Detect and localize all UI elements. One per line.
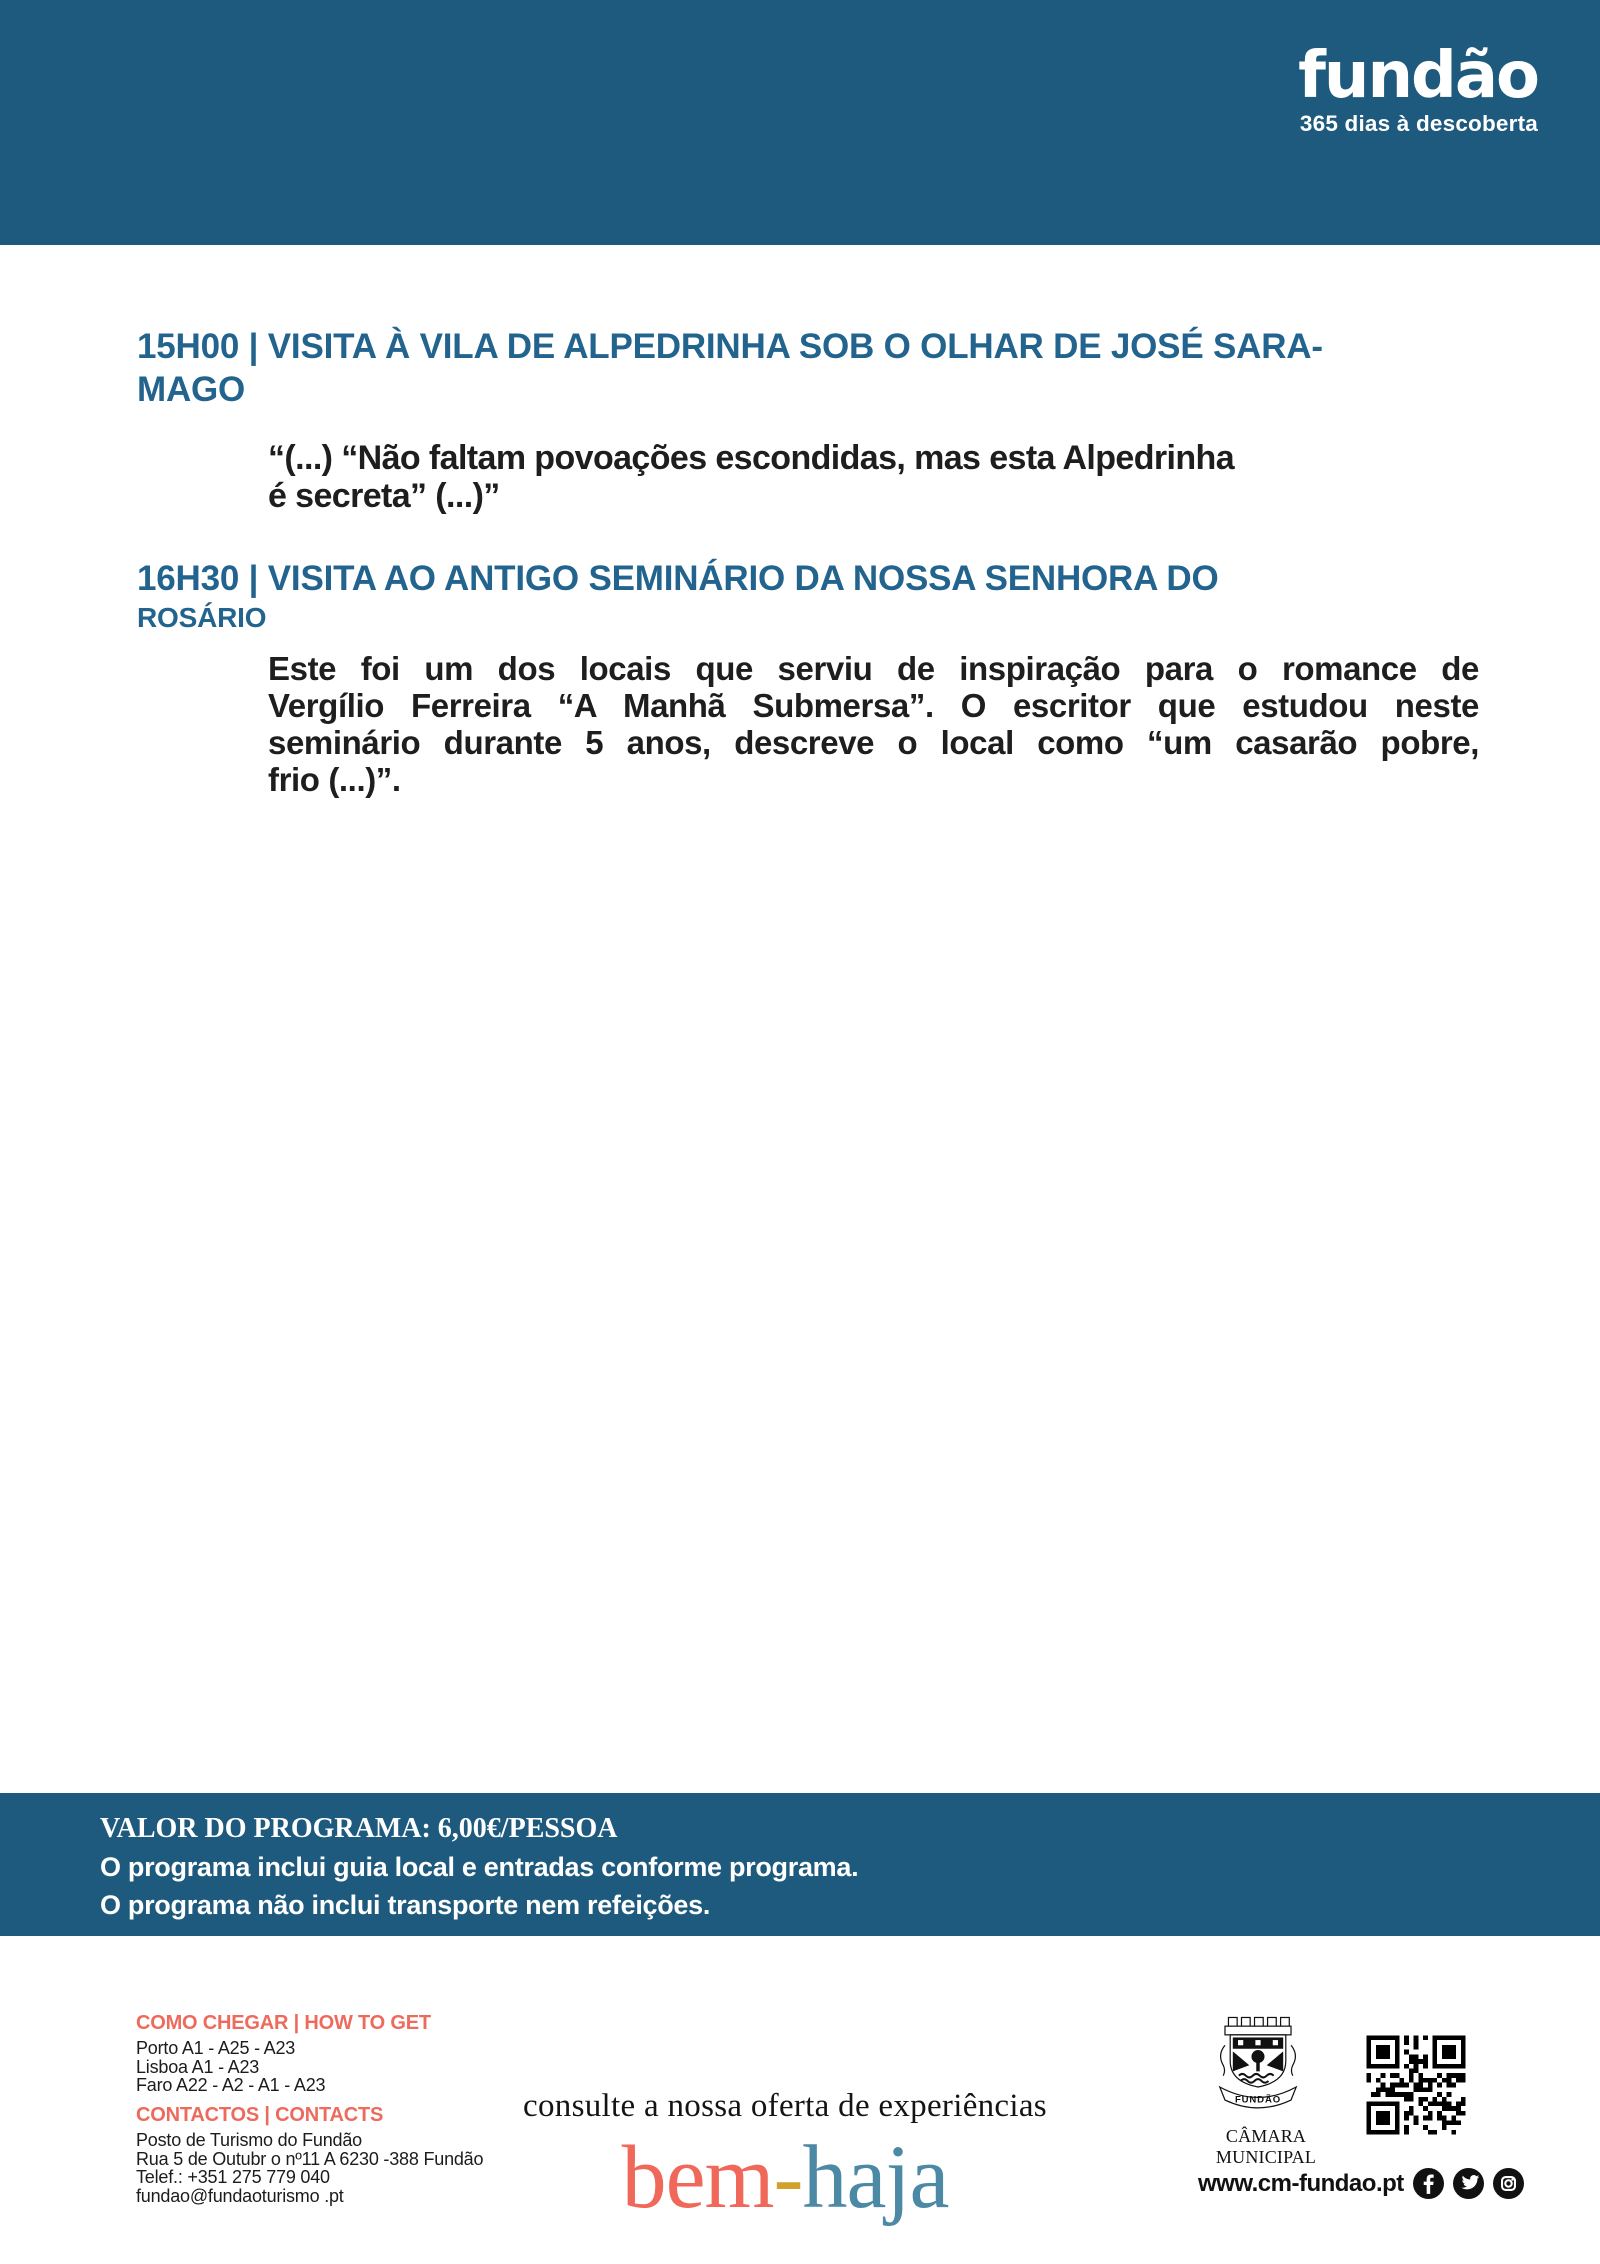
- event-2-title-line-1: 16H30 | VISITA AO ANTIGO SEMINÁRIO DA NOSSA SENHORA DO: [137, 559, 1219, 598]
- event-1-title-line-2: MAGO: [137, 370, 246, 409]
- coat-of-arms-icon: [1206, 2014, 1310, 2120]
- description-line-1: Este foi um dos locais que serviu de inspiração para o romance de: [268, 650, 1479, 687]
- facebook-icon[interactable]: [1413, 2168, 1444, 2199]
- event-1-title-line-1: 15H00 | VISITA À VILA DE ALPEDRINHA SOB O OLHAR DE JOSÉ SARA-: [137, 327, 1323, 366]
- fundao-logo: [1298, 39, 1538, 137]
- event-2-title: [137, 557, 1522, 636]
- promo-block: [385, 2086, 1185, 2228]
- quote-line-2: é secreta” (...)”: [268, 476, 500, 515]
- event-1-quote: [268, 440, 1368, 515]
- how-to-get-block: [136, 2012, 431, 2095]
- crest-caption: CÂMARA MUNICIPAL: [1215, 2126, 1317, 2167]
- website-link[interactable]: www.cm-fundao.pt: [1198, 2169, 1404, 2197]
- contacts-heading: CONTACTOS | CONTACTS: [136, 2104, 384, 2126]
- brand-bem: bem: [621, 2128, 774, 2227]
- description-line-3: seminário durante 5 anos, descreve o local como “um casarão pobre,: [268, 724, 1479, 761]
- route-porto: Porto A1 - A25 - A23: [136, 2038, 296, 2058]
- crest-banner-text: FUNDÃO: [1234, 2094, 1282, 2106]
- event-2-description: [268, 650, 1479, 798]
- description-line-4: frio (...)”.: [268, 761, 401, 798]
- event-2-title-line-2: ROSÁRIO: [137, 602, 267, 633]
- brand-haja: haja: [802, 2128, 949, 2227]
- price-excludes: O programa não inclui transporte nem refeições.: [100, 1890, 711, 1920]
- event-1-title: [137, 325, 1522, 411]
- twitter-icon[interactable]: [1453, 2168, 1484, 2199]
- contact-address: Rua 5 de Outubr o nº11 A 6230 -388 Fundão: [136, 2148, 484, 2169]
- promo-text: consulte a nossa oferta de experiências: [523, 2088, 1047, 2124]
- price-includes: O programa inclui guia local e entradas conforme programa.: [100, 1852, 859, 1882]
- quote-line-1: “(...) “Não faltam povoações escondidas, mas esta Alpedrinha: [268, 439, 1235, 477]
- contact-phone: Telef.: +351 275 779 040: [136, 2167, 330, 2187]
- brand-hyphen: -: [773, 2128, 803, 2227]
- contact-office: Posto de Turismo do Fundão: [136, 2130, 362, 2150]
- route-faro: Faro A22 - A2 - A1 - A23: [136, 2075, 326, 2095]
- bem-haja-brand: [385, 2128, 1185, 2228]
- fundao-logo-text: fundão: [1298, 39, 1538, 113]
- logo-tagline: 365 dias à descoberta: [1299, 111, 1538, 136]
- price-band: [0, 1793, 1600, 1936]
- description-line-2: Vergílio Ferreira “A Manhã Submersa”. O escritor que estudou neste: [268, 687, 1479, 724]
- qr-code: [1357, 2026, 1475, 2144]
- contact-email: fundao@fundaoturismo .pt: [136, 2185, 344, 2206]
- price-title: VALOR DO PROGRAMA: 6,00€/PESSOA: [100, 1813, 618, 1844]
- route-lisboa: Lisboa A1 - A23: [136, 2056, 260, 2077]
- header-band: [0, 0, 1600, 245]
- website-row: [1198, 2168, 1524, 2199]
- instagram-icon[interactable]: [1493, 2168, 1524, 2199]
- how-to-get-heading: COMO CHEGAR | HOW TO GET: [136, 2012, 431, 2034]
